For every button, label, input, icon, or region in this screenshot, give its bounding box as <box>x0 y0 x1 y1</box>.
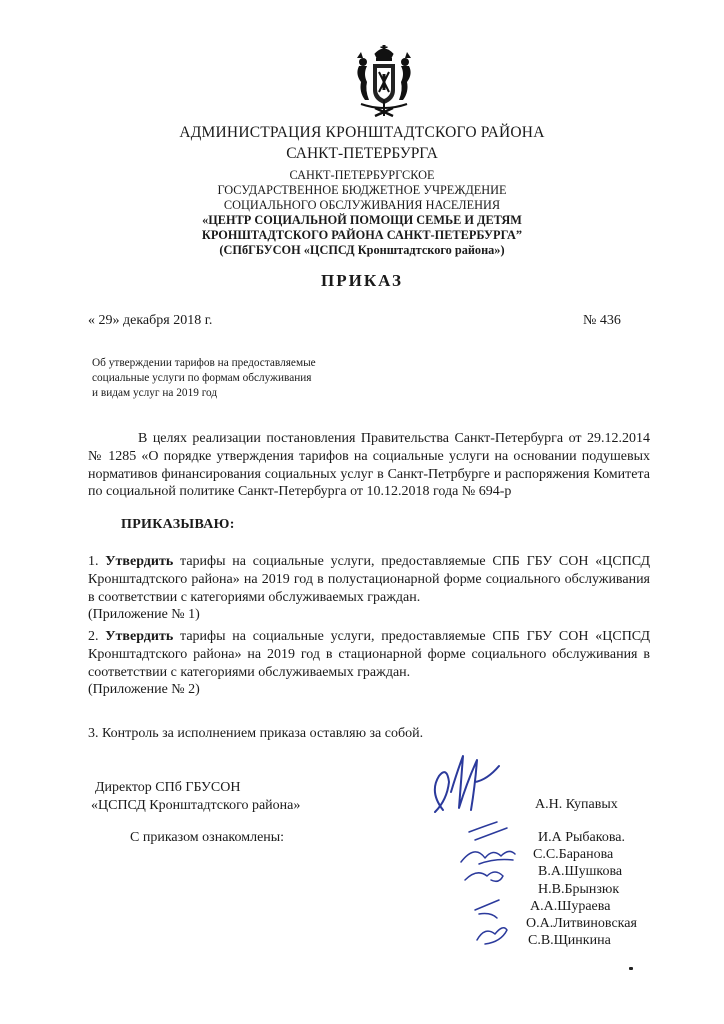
acquainted-name: И.А Рыбакова. <box>538 830 625 845</box>
document-number: № 436 <box>583 313 621 328</box>
header-inst-line2: ГОСУДАРСТВЕННОЕ БЮДЖЕТНОЕ УЧРЕЖДЕНИЕ <box>217 183 507 197</box>
director-title <box>91 779 301 815</box>
header-org-line2: САНКТ-ПЕТЕРБУРГА <box>286 145 438 162</box>
coat-of-arms-icon <box>353 44 415 118</box>
acquainted-name: В.А.Шушкова <box>538 864 623 879</box>
document-title: ПРИКАЗ <box>321 271 403 290</box>
subject-line: и видам услуг на 2019 год <box>92 387 218 399</box>
director-line: «ЦСПСД Кронштадтского района» <box>91 798 301 813</box>
subject-line: Об утверждении тарифов на предоставляемые <box>92 357 316 369</box>
document-subject <box>92 356 392 401</box>
header-org-line1: АДМИНИСТРАЦИЯ КРОНШТАДТСКОГО РАЙОНА <box>179 124 545 141</box>
document-date: « 29» декабря 2018 г. <box>88 313 213 328</box>
item-number: 1. <box>88 554 106 569</box>
acquainted-name: С.С.Баранова <box>533 847 614 862</box>
ink-dot <box>629 967 633 970</box>
acquainted-name: О.А.Литвиновская <box>526 916 637 931</box>
order-item-2 <box>88 628 650 699</box>
header-inst-short: (СПбГБУСОН «ЦСПСД Кронштадтского района») <box>219 243 505 257</box>
acquainted-name: А.А.Шураева <box>530 899 611 914</box>
item-text: тарифы на социальные услуги, предоставляемые СПБ ГБУ СОН «ЦСПСД Кронштадтского района» на 2019 год в полустационарной форме социального обслуживания в соответствии с категориями обслуживаемых граждан. <box>88 554 651 605</box>
item-verb: Утвердить <box>105 554 174 569</box>
item-appendix: (Приложение № 2) <box>88 682 200 698</box>
item-verb: Утвердить <box>105 629 174 644</box>
header-inst-name2: КРОНШТАДТСКОГО РАЙОНА САНКТ-ПЕТЕРБУРГА” <box>201 228 523 242</box>
acquainted-label: С приказом ознакомлены: <box>130 830 285 845</box>
order-word: ПРИКАЗЫВАЮ: <box>121 517 235 532</box>
intro-paragraph: В целях реализации постановления Правительства Санкт-Петербурга от 29.12.2014 № 1285 «О порядке утверждения тарифов на социальные услуги на основании подушевых нормативов финансирования социальных услуг в Санкт-Петрбурге и распоряжения Комитета по социальной политике Санкт-Петербурга от 10.12.2018 года № 694-р <box>88 431 650 500</box>
director-signature <box>425 752 505 822</box>
director-name: А.Н. Купавых <box>535 797 618 812</box>
subject-line: социальные услуги по формам обслуживания <box>92 372 312 384</box>
order-item-3: 3. Контроль за исполнением приказа оставляю за собой. <box>88 726 424 741</box>
header-inst-line1: САНКТ-ПЕТЕРБУРГСКОЕ <box>289 168 435 182</box>
header-inst-line3: СОЦИАЛЬНОГО ОБСЛУЖИВАНИЯ НАСЕЛЕНИЯ <box>223 198 501 212</box>
item-text: тарифы на социальные услуги, предоставляемые СПБ ГБУ СОН «ЦСПСД Кронштадтского района» на 2019 год в стационарной форме социального обслуживания в соответствии с категориями обслуживаемых граждан. <box>88 629 651 680</box>
order-item-1 <box>88 553 650 624</box>
acquainted-name: С.В.Щинкина <box>528 933 611 948</box>
item-appendix: (Приложение № 1) <box>88 607 200 623</box>
acquainted-name: Н.В.Брынзюк <box>538 882 620 897</box>
item-number: 2. <box>88 629 106 644</box>
director-line: Директор СПб ГБУСОН <box>95 780 241 795</box>
header-inst-name1: «ЦЕНТР СОЦИАЛЬНОЙ ПОМОЩИ СЕМЬЕ И ДЕТЯМ <box>202 213 522 227</box>
